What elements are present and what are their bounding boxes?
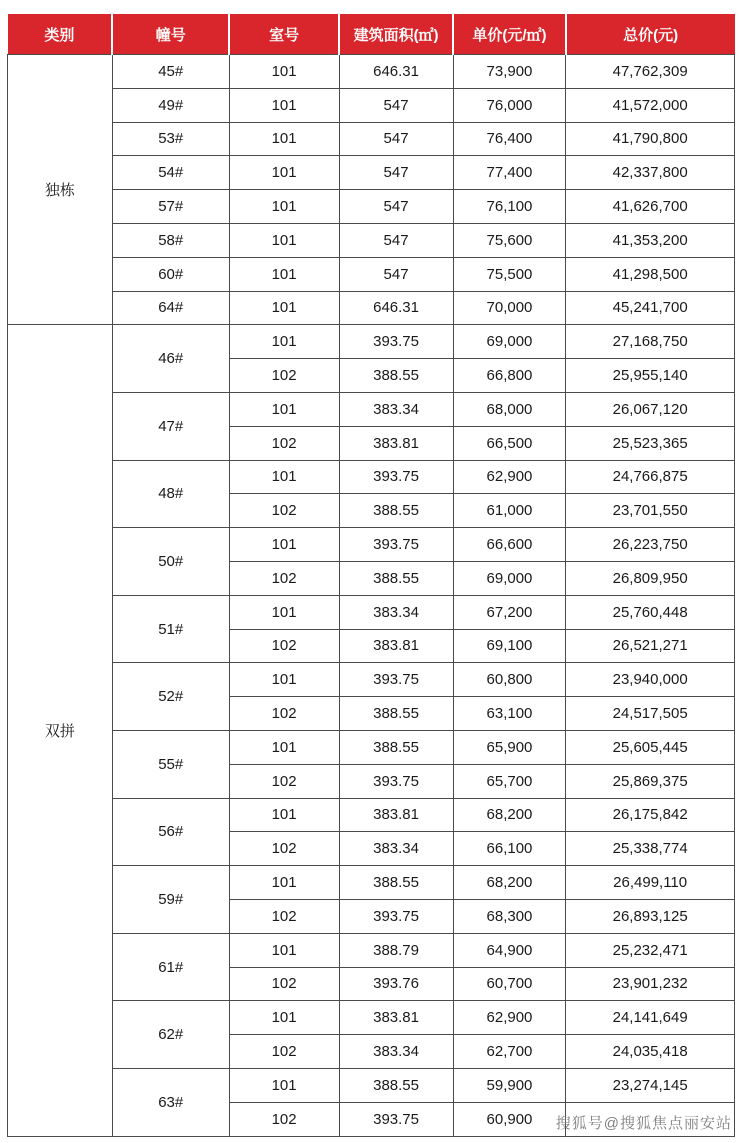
table-row — [8, 798, 735, 832]
total-price-cell: 24,141,649 — [566, 1001, 735, 1035]
table-row — [8, 730, 735, 764]
room-cell: 101 — [229, 933, 339, 967]
building-cell: 48# — [112, 460, 229, 528]
area-cell: 393.75 — [339, 663, 453, 697]
room-cell: 101 — [229, 325, 339, 359]
category-cell: 双拼 — [8, 325, 113, 1136]
room-cell: 102 — [229, 1102, 339, 1136]
total-price-cell — [566, 1102, 735, 1136]
price-table — [7, 14, 735, 1137]
table-row — [8, 663, 735, 697]
table-row — [8, 291, 735, 325]
unit-price-cell: 63,100 — [453, 697, 566, 731]
building-cell: 63# — [112, 1068, 229, 1136]
total-price-cell: 25,338,774 — [566, 832, 735, 866]
table-row — [8, 460, 735, 494]
room-cell: 101 — [229, 1001, 339, 1035]
area-cell: 383.34 — [339, 595, 453, 629]
unit-price-cell: 60,800 — [453, 663, 566, 697]
building-cell: 59# — [112, 866, 229, 934]
total-price-cell: 47,762,309 — [566, 55, 735, 89]
total-price-cell: 25,605,445 — [566, 730, 735, 764]
unit-price-cell: 66,600 — [453, 528, 566, 562]
total-price-cell: 23,940,000 — [566, 663, 735, 697]
total-price-cell: 26,067,120 — [566, 392, 735, 426]
unit-price-cell: 67,200 — [453, 595, 566, 629]
unit-price-cell: 76,000 — [453, 88, 566, 122]
area-cell: 383.81 — [339, 798, 453, 832]
building-cell: 52# — [112, 663, 229, 731]
unit-price-cell: 60,700 — [453, 967, 566, 1001]
room-cell: 102 — [229, 426, 339, 460]
total-price-cell: 25,760,448 — [566, 595, 735, 629]
table-row — [8, 866, 735, 900]
room-cell: 101 — [229, 663, 339, 697]
room-cell: 101 — [229, 866, 339, 900]
room-cell: 102 — [229, 764, 339, 798]
total-price-cell: 23,274,145 — [566, 1068, 735, 1102]
table-body — [8, 55, 735, 1137]
column-header: 幢号 — [112, 14, 229, 55]
category-cell: 独栋 — [8, 55, 113, 325]
building-cell: 57# — [112, 190, 229, 224]
total-price-cell: 26,499,110 — [566, 866, 735, 900]
area-cell: 646.31 — [339, 55, 453, 89]
table-row — [8, 325, 735, 359]
unit-price-cell: 65,700 — [453, 764, 566, 798]
unit-price-cell: 66,800 — [453, 359, 566, 393]
unit-price-cell: 75,500 — [453, 257, 566, 291]
area-cell: 383.34 — [339, 832, 453, 866]
area-cell: 388.55 — [339, 1068, 453, 1102]
total-price-cell: 26,809,950 — [566, 561, 735, 595]
total-price-cell: 24,766,875 — [566, 460, 735, 494]
building-cell: 58# — [112, 223, 229, 257]
unit-price-cell: 69,000 — [453, 561, 566, 595]
building-cell: 45# — [112, 55, 229, 89]
building-cell: 62# — [112, 1001, 229, 1069]
unit-price-cell: 75,600 — [453, 223, 566, 257]
building-cell: 49# — [112, 88, 229, 122]
unit-price-cell: 60,900 — [453, 1102, 566, 1136]
area-cell: 547 — [339, 257, 453, 291]
unit-price-cell: 66,500 — [453, 426, 566, 460]
area-cell: 393.75 — [339, 460, 453, 494]
table-row — [8, 190, 735, 224]
area-cell: 383.34 — [339, 1035, 453, 1069]
room-cell: 101 — [229, 730, 339, 764]
table-header — [8, 14, 735, 55]
column-header: 室号 — [229, 14, 339, 55]
unit-price-cell: 68,300 — [453, 899, 566, 933]
area-cell: 383.34 — [339, 392, 453, 426]
table-row — [8, 55, 735, 89]
area-cell: 393.75 — [339, 325, 453, 359]
total-price-cell: 24,517,505 — [566, 697, 735, 731]
total-price-cell: 41,353,200 — [566, 223, 735, 257]
unit-price-cell: 61,000 — [453, 494, 566, 528]
total-price-cell: 41,790,800 — [566, 122, 735, 156]
area-cell: 388.55 — [339, 866, 453, 900]
room-cell: 101 — [229, 156, 339, 190]
room-cell: 101 — [229, 190, 339, 224]
unit-price-cell: 76,100 — [453, 190, 566, 224]
area-cell: 393.75 — [339, 764, 453, 798]
unit-price-cell: 64,900 — [453, 933, 566, 967]
area-cell: 388.55 — [339, 561, 453, 595]
unit-price-cell: 77,400 — [453, 156, 566, 190]
building-cell: 56# — [112, 798, 229, 866]
room-cell: 101 — [229, 460, 339, 494]
unit-price-cell: 62,900 — [453, 1001, 566, 1035]
unit-price-cell: 66,100 — [453, 832, 566, 866]
total-price-cell: 25,955,140 — [566, 359, 735, 393]
area-cell: 383.81 — [339, 426, 453, 460]
room-cell: 102 — [229, 967, 339, 1001]
area-cell: 393.76 — [339, 967, 453, 1001]
table-row — [8, 122, 735, 156]
area-cell: 547 — [339, 122, 453, 156]
total-price-cell: 26,521,271 — [566, 629, 735, 663]
column-header: 类别 — [8, 14, 113, 55]
building-cell: 60# — [112, 257, 229, 291]
total-price-cell: 23,901,232 — [566, 967, 735, 1001]
total-price-cell: 26,175,842 — [566, 798, 735, 832]
area-cell: 388.55 — [339, 494, 453, 528]
table-row — [8, 1068, 735, 1102]
area-cell: 383.81 — [339, 629, 453, 663]
unit-price-cell: 65,900 — [453, 730, 566, 764]
unit-price-cell: 62,900 — [453, 460, 566, 494]
unit-price-cell: 59,900 — [453, 1068, 566, 1102]
table-row — [8, 933, 735, 967]
unit-price-cell: 69,000 — [453, 325, 566, 359]
building-cell: 55# — [112, 730, 229, 798]
watermark: 搜狐号@搜狐焦点丽安站 — [555, 1114, 732, 1132]
total-price-cell: 41,626,700 — [566, 190, 735, 224]
room-cell: 101 — [229, 122, 339, 156]
room-cell: 101 — [229, 88, 339, 122]
area-cell: 388.55 — [339, 697, 453, 731]
area-cell: 547 — [339, 190, 453, 224]
area-cell: 383.81 — [339, 1001, 453, 1035]
room-cell: 102 — [229, 832, 339, 866]
table-row — [8, 223, 735, 257]
table-row — [8, 257, 735, 291]
unit-price-cell: 68,200 — [453, 866, 566, 900]
building-cell: 61# — [112, 933, 229, 1001]
room-cell: 101 — [229, 55, 339, 89]
room-cell: 101 — [229, 1068, 339, 1102]
area-cell: 393.75 — [339, 528, 453, 562]
total-price-cell: 26,223,750 — [566, 528, 735, 562]
table-row — [8, 392, 735, 426]
area-cell: 547 — [339, 223, 453, 257]
room-cell: 101 — [229, 223, 339, 257]
total-price-cell: 27,168,750 — [566, 325, 735, 359]
total-price-cell: 23,701,550 — [566, 494, 735, 528]
total-price-cell: 42,337,800 — [566, 156, 735, 190]
area-cell: 646.31 — [339, 291, 453, 325]
total-price-cell: 45,241,700 — [566, 291, 735, 325]
building-cell: 53# — [112, 122, 229, 156]
building-cell: 54# — [112, 156, 229, 190]
unit-price-cell: 68,200 — [453, 798, 566, 832]
header-row — [8, 14, 735, 55]
unit-price-cell: 69,100 — [453, 629, 566, 663]
table-row — [8, 528, 735, 562]
area-cell: 388.55 — [339, 730, 453, 764]
column-header: 建筑面积(㎡) — [339, 14, 453, 55]
area-cell: 388.55 — [339, 359, 453, 393]
area-cell: 388.79 — [339, 933, 453, 967]
room-cell: 102 — [229, 561, 339, 595]
room-cell: 102 — [229, 494, 339, 528]
area-cell: 547 — [339, 156, 453, 190]
total-price-cell: 24,035,418 — [566, 1035, 735, 1069]
unit-price-cell: 62,700 — [453, 1035, 566, 1069]
total-price-cell: 25,523,365 — [566, 426, 735, 460]
building-cell: 51# — [112, 595, 229, 663]
room-cell: 102 — [229, 1035, 339, 1069]
unit-price-cell: 76,400 — [453, 122, 566, 156]
room-cell: 101 — [229, 257, 339, 291]
room-cell: 101 — [229, 798, 339, 832]
total-price-cell: 25,232,471 — [566, 933, 735, 967]
room-cell: 102 — [229, 899, 339, 933]
building-cell: 64# — [112, 291, 229, 325]
area-cell: 393.75 — [339, 899, 453, 933]
area-cell: 393.75 — [339, 1102, 453, 1136]
room-cell: 101 — [229, 392, 339, 426]
room-cell: 101 — [229, 595, 339, 629]
building-cell: 50# — [112, 528, 229, 596]
unit-price-cell: 68,000 — [453, 392, 566, 426]
table-row — [8, 595, 735, 629]
room-cell: 102 — [229, 697, 339, 731]
building-cell: 47# — [112, 392, 229, 460]
total-price-cell: 41,572,000 — [566, 88, 735, 122]
total-price-cell: 41,298,500 — [566, 257, 735, 291]
room-cell: 102 — [229, 629, 339, 663]
room-cell: 101 — [229, 528, 339, 562]
table-row — [8, 88, 735, 122]
building-cell: 46# — [112, 325, 229, 393]
room-cell: 101 — [229, 291, 339, 325]
total-price-cell: 25,869,375 — [566, 764, 735, 798]
room-cell: 102 — [229, 359, 339, 393]
table-row — [8, 156, 735, 190]
area-cell: 547 — [339, 88, 453, 122]
column-header: 单价(元/㎡) — [453, 14, 566, 55]
unit-price-cell: 73,900 — [453, 55, 566, 89]
table-row — [8, 1001, 735, 1035]
unit-price-cell: 70,000 — [453, 291, 566, 325]
column-header: 总价(元) — [566, 14, 735, 55]
total-price-cell: 26,893,125 — [566, 899, 735, 933]
